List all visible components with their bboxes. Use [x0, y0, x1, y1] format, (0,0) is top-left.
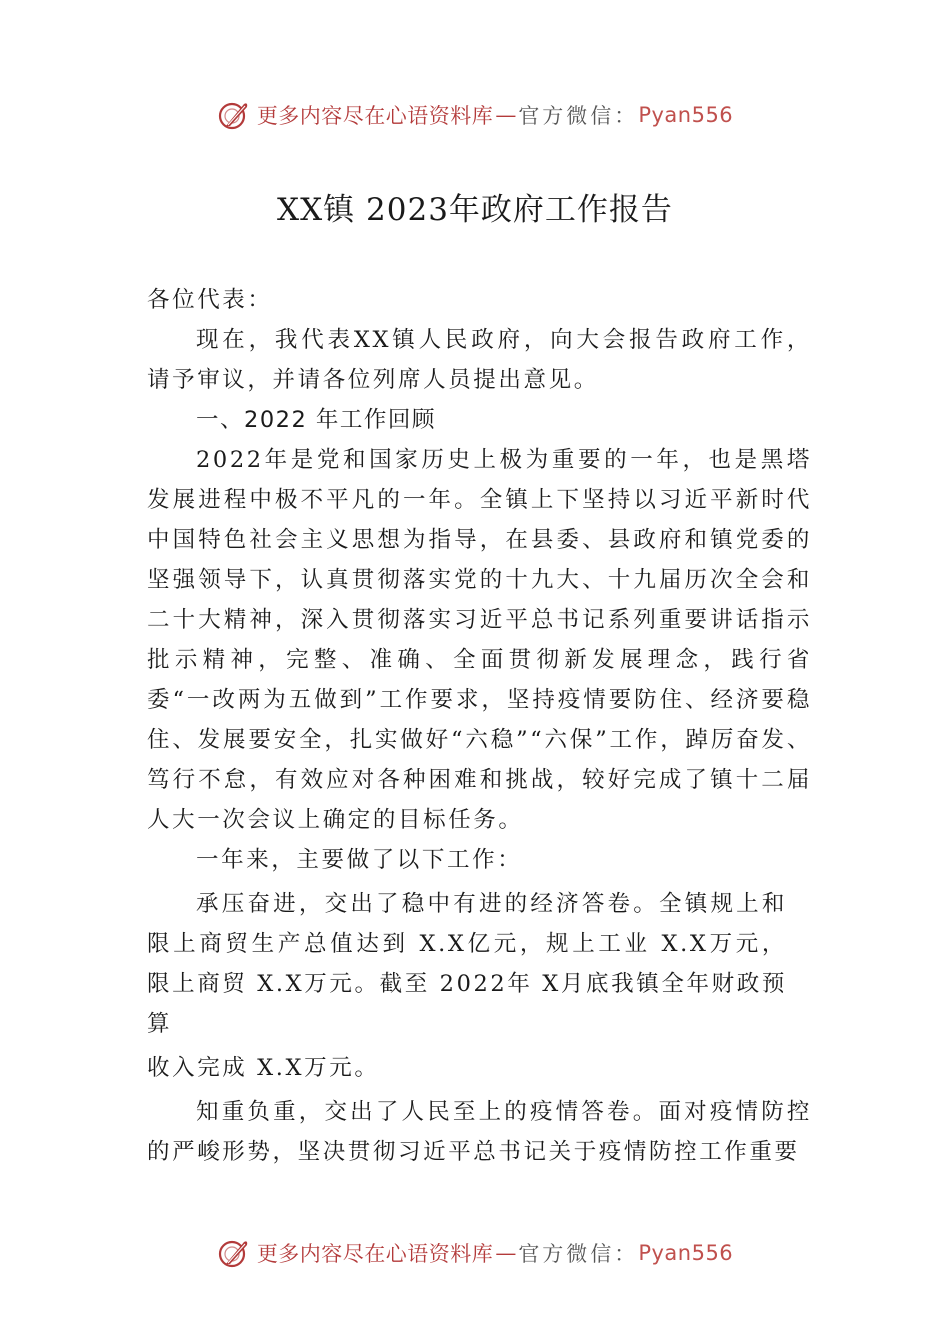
watermark-wechat-label: 官方微信：: [518, 1242, 639, 1266]
watermark-brand-text: 更多内容尽在心语资料库: [256, 104, 494, 128]
paragraph-economy-tail: 收入完成 X.X万元。: [147, 1055, 380, 1081]
watermark-dash: —: [495, 103, 517, 127]
watermark-wechat-id: Pyan556: [638, 1241, 734, 1265]
paragraph-economy: 承压奋进，交出了稳中有进的经济答卷。全镇规上和限上商贸生产总值达到 X.X亿元，规上工业 X.X万元，限上商贸 X.X万元。截至 2022年 X月底我镇全年财政预算: [147, 891, 787, 1037]
paragraph-epidemic: 知重负重，交出了人民至上的疫情答卷。面对疫情防控的严峻形势，坚决贯彻习近平总书记关于疫情防控工作重要: [147, 1099, 812, 1165]
salutation: 各位代表：: [147, 287, 273, 313]
watermark-footer: [0, 1233, 950, 1273]
section-heading-review: 一、2022 年工作回顾: [196, 407, 436, 433]
watermark-dash: —: [495, 1241, 517, 1265]
watermark-wechat-id: Pyan556: [638, 103, 734, 127]
document-title: XX镇 2023年政府工作报告: [277, 192, 673, 228]
paragraph-overview: 2022年是党和国家历史上极为重要的一年，也是黑塔发展进程中极不平凡的一年。全镇上下坚持以习近平新时代中国特色社会主义思想为指导，在县委、县政府和镇党委的坚强领导下，认真贯彻落实党的十九大、十九届历次全会和二十大精神，深入贯彻落实习近平总书记系列重要讲话指示批示精神，完整、准确、全面贯彻新发展理念，践行省委“一改两为五做到”工作要求，坚持疫情要防住、经济要稳住、发展要安全，扎实做好“六稳”“六保”工作，踔厉奋发、笃行不怠，有效应对各种困难和挑战，较好完成了镇十二届人大一次会议上确定的目标任务。: [147, 447, 812, 833]
document-body: [147, 280, 812, 1172]
feather-pen-logo-icon: [217, 98, 251, 132]
watermark-brand-text: 更多内容尽在心语资料库: [256, 1242, 494, 1266]
watermark-header: [0, 95, 950, 135]
paragraph-work-intro: 一年来，主要做了以下工作：: [196, 847, 523, 873]
watermark-wechat-label: 官方微信：: [518, 104, 639, 128]
intro-paragraph: 现在，我代表XX镇人民政府，向大会报告政府工作， 请予审议，并请各位列席人员提出意见。: [147, 327, 812, 393]
feather-pen-logo-icon: [217, 1236, 251, 1270]
